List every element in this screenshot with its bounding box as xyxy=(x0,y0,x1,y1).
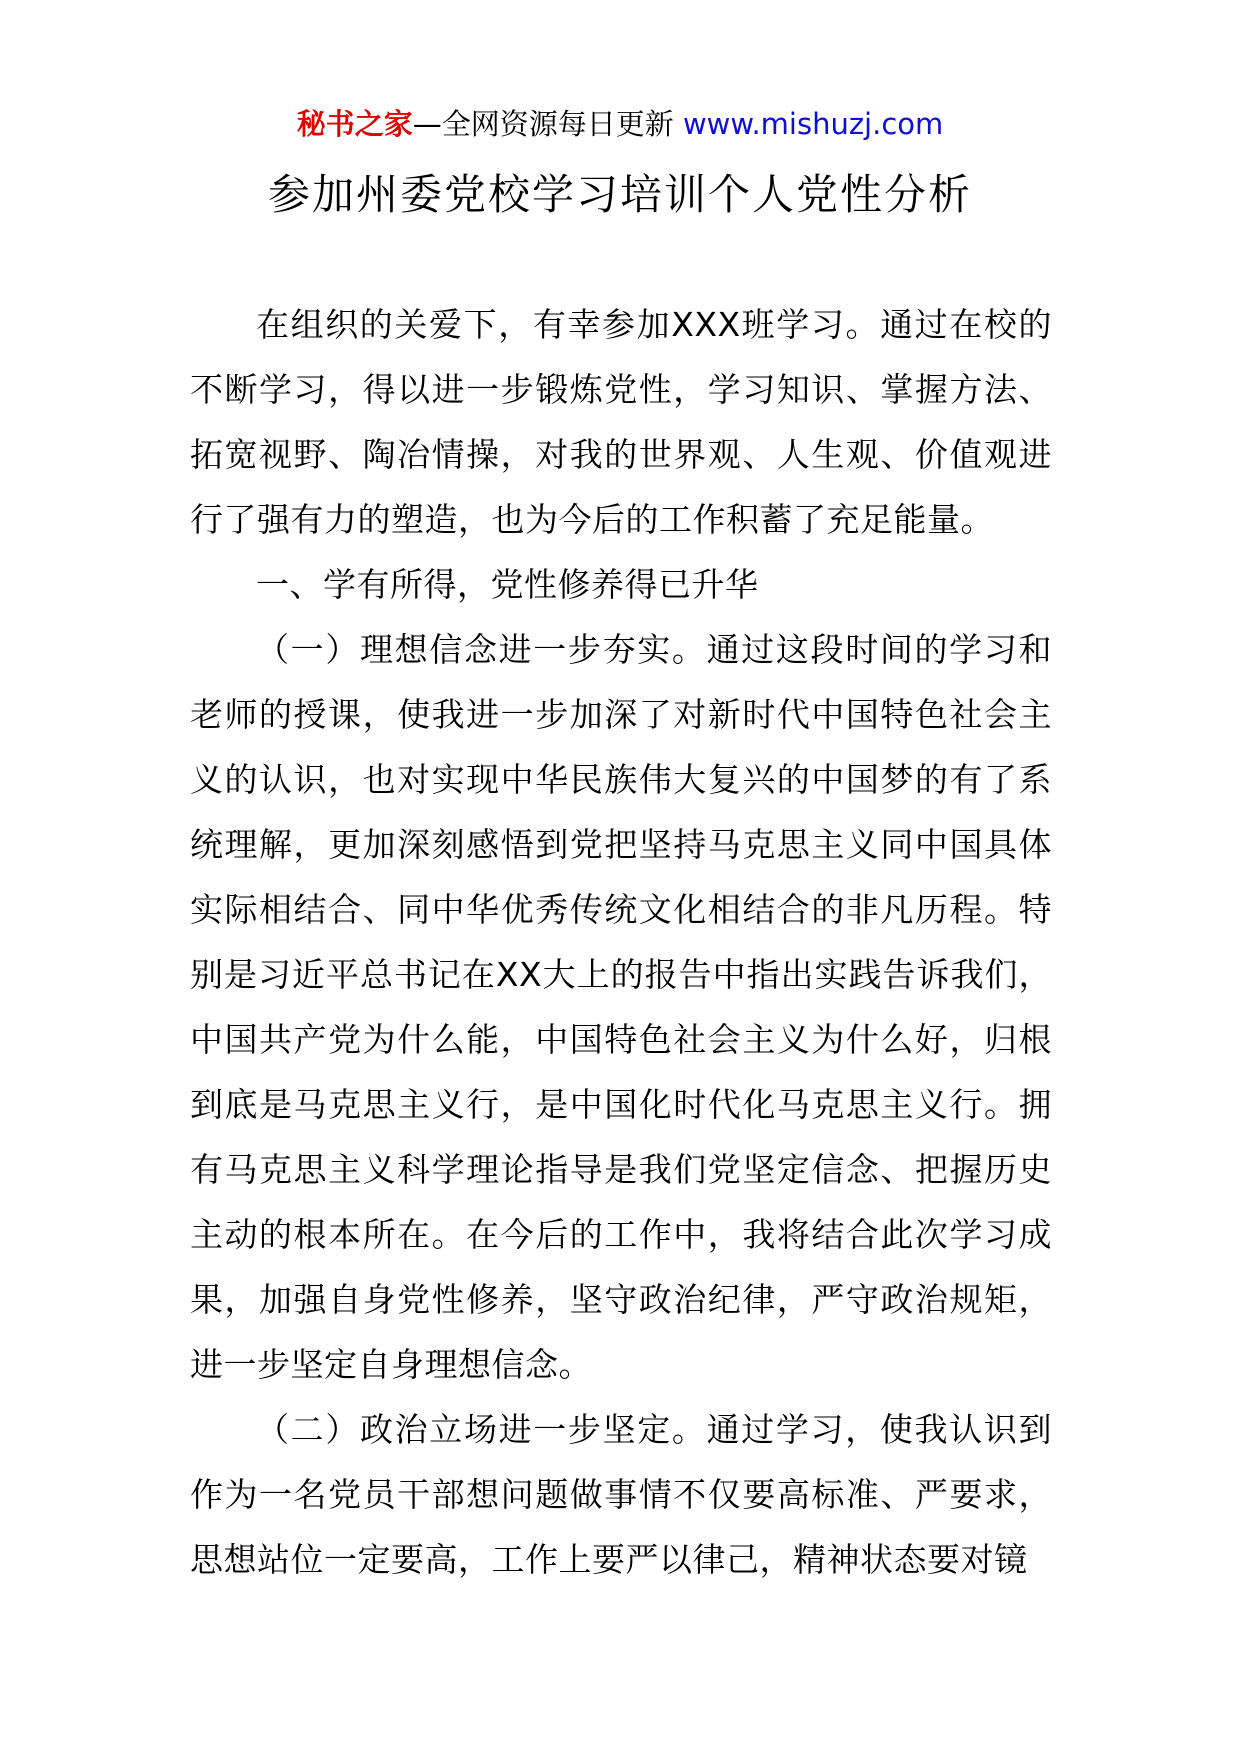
header-tagline: —全网资源每日更新 xyxy=(412,107,683,141)
section-heading-1: 一、学有所得，党性修养得已升华 xyxy=(256,565,759,604)
subsection-paragraph-1: （一）理想信念进一步夯实。通过这段时间的学习和老师的授课，使我进一步加深了对新时代中国特色社会主义的认识，也对实现中华民族伟大复兴的中国梦的有了系统理解，更加深刻感悟到党把坚持马克思主义同中国具体实际相结合、同中华优秀传统文化相结合的非凡历程。特别是习近平总书记在XX大上的报告中指出实践告诉我们，中国共产党为什么能，中国特色社会主义为什么好，归根到底是马克思主义行，是中国化时代化马克思主义行。拥有马克思主义科学理论指导是我们党坚定信念、把握历史主动的根本所在。在今后的工作中，我将结合此次学习成果，加强自身党性修养，坚守政治纪律，严守政治规矩，进一步坚定自身理想信念。 xyxy=(190,630,1052,1384)
site-header xyxy=(0,104,1240,144)
brand-name: 秘书之家 xyxy=(296,107,413,141)
document-body xyxy=(190,292,1052,1592)
intro-paragraph: 在组织的关爱下，有幸参加XXX班学习。通过在校的不断学习，得以进一步锻炼党性，学习知识、掌握方法、拓宽视野、陶冶情操，对我的世界观、人生观、价值观进行了强有力的塑造，也为今后的工作积蓄了充足能量。 xyxy=(190,305,1052,539)
document-title: 参加州委党校学习培训个人党性分析 xyxy=(267,170,972,219)
site-url-link[interactable]: www.mishuzj.com xyxy=(682,107,944,141)
subsection-paragraph-2: （二）政治立场进一步坚定。通过学习，使我认识到作为一名党员干部想问题做事情不仅要高标准、严要求，思想站位一定要高，工作上要严以律己，精神状态要对镜 xyxy=(190,1410,1052,1579)
